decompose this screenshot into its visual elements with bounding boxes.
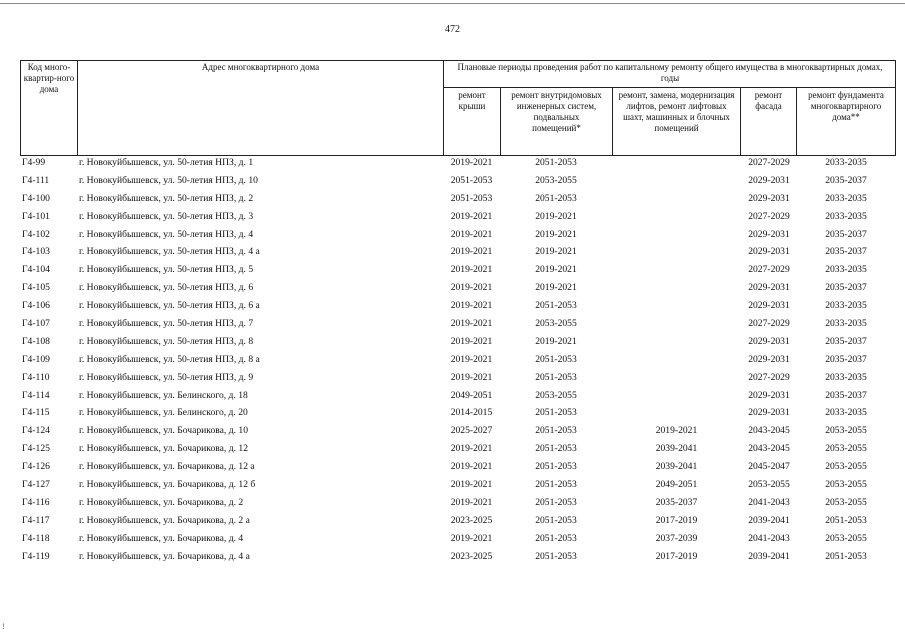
row-code: Г4-116 <box>22 496 50 508</box>
row-address: г. Новокуйбышевск, ул. Бочарикова, д. 4 а <box>79 550 250 562</box>
row-address: г. Новокуйбышевск, ул. Бочарикова, д. 12 б <box>79 479 256 491</box>
row-facade-period: 2041-2043 <box>748 532 790 544</box>
row-lifts-period: 2039-2041 <box>655 443 698 455</box>
row-systems-period: 2051-2053 <box>535 443 577 455</box>
header-address: Адрес многоквартирного дома <box>201 62 320 72</box>
table-row <box>0 424 905 442</box>
row-foundation-period: 2053-2055 <box>825 461 867 473</box>
header-top-border <box>20 60 896 61</box>
row-lifts-period: 2017-2019 <box>655 550 698 562</box>
row-foundation-period: 2053-2055 <box>825 496 867 508</box>
table-row <box>0 478 905 496</box>
row-foundation-period: 2033-2035 <box>825 264 867 276</box>
row-roof-period: 2049-2051 <box>450 389 493 401</box>
table-row <box>0 460 905 478</box>
row-lifts-period: 2039-2041 <box>655 461 698 473</box>
row-facade-period: 2029-2031 <box>748 246 790 258</box>
row-address: г. Новокуйбышевск, ул. 50-летия НПЗ, д. 6 а <box>79 300 260 312</box>
row-address: г. Новокуйбышевск, ул. 50-летия НПЗ, д. 7 <box>79 318 254 330</box>
row-code: Г4-115 <box>22 407 50 419</box>
row-systems-period: 2051-2053 <box>535 514 577 526</box>
table-row <box>0 335 905 353</box>
header-periods: Плановые периоды проведения работ по капитальному ремонту общего имущества в многоквартирных домах, годы <box>457 62 883 83</box>
row-foundation-period: 2033-2035 <box>825 371 867 383</box>
table-row <box>0 245 905 263</box>
row-facade-period: 2029-2031 <box>748 353 790 365</box>
row-address: г. Новокуйбышевск, ул. Бочарикова, д. 2 <box>79 496 244 508</box>
row-roof-period: 2019-2021 <box>450 371 493 383</box>
row-lifts-period: 2017-2019 <box>655 514 698 526</box>
row-roof-period: 2019-2021 <box>450 443 493 455</box>
row-foundation-period: 2053-2055 <box>825 443 867 455</box>
row-foundation-period: 2033-2035 <box>825 318 867 330</box>
row-facade-period: 2039-2041 <box>748 514 790 526</box>
row-foundation-period: 2035-2037 <box>825 335 867 347</box>
row-address: г. Новокуйбышевск, ул. 50-летия НПЗ, д. 4 а <box>79 246 260 258</box>
row-code: Г4-126 <box>22 461 50 473</box>
table-row <box>0 389 905 407</box>
row-foundation-period: 2035-2037 <box>825 353 867 365</box>
row-foundation-period: 2035-2037 <box>825 389 867 401</box>
row-address: г. Новокуйбышевск, ул. 50-летия НПЗ, д. 3 <box>79 210 254 222</box>
row-address: г. Новокуйбышевск, ул. 50-летия НПЗ, д. 4 <box>79 228 254 240</box>
table-row <box>0 514 905 532</box>
row-roof-period: 2019-2021 <box>450 532 493 544</box>
table-row <box>0 550 905 568</box>
row-facade-period: 2029-2031 <box>748 407 790 419</box>
row-facade-period: 2027-2029 <box>748 371 790 383</box>
row-code: Г4-109 <box>22 353 50 365</box>
top-rule <box>0 3 905 4</box>
row-code: Г4-104 <box>22 264 50 276</box>
row-code: Г4-107 <box>22 318 50 330</box>
table-row <box>0 192 905 210</box>
row-code: Г4-108 <box>22 335 50 347</box>
row-code: Г4-102 <box>22 228 50 240</box>
row-facade-period: 2041-2043 <box>748 496 790 508</box>
row-code: Г4-103 <box>22 246 50 258</box>
row-facade-period: 2029-2031 <box>748 282 790 294</box>
row-systems-period: 2051-2053 <box>535 425 577 437</box>
row-facade-period: 2045-2047 <box>748 461 790 473</box>
row-lifts-period: 2037-2039 <box>655 532 698 544</box>
row-facade-period: 2039-2041 <box>748 550 790 562</box>
row-address: г. Новокуйбышевск, ул. 50-летия НПЗ, д. 2 <box>79 192 254 204</box>
row-code: Г4-125 <box>22 443 50 455</box>
row-facade-period: 2029-2031 <box>748 300 790 312</box>
table-row <box>0 371 905 389</box>
table-row <box>0 317 905 335</box>
row-foundation-period: 2051-2053 <box>825 514 867 526</box>
row-foundation-period: 2051-2053 <box>825 550 867 562</box>
row-address: г. Новокуйбышевск, ул. 50-летия НПЗ, д. 8 <box>79 335 254 347</box>
row-foundation-period: 2053-2055 <box>825 479 867 491</box>
table-row <box>0 442 905 460</box>
header-group-divider <box>443 87 896 88</box>
row-roof-period: 2019-2021 <box>450 353 493 365</box>
row-code: Г4-119 <box>22 550 50 562</box>
row-roof-period: 2051-2053 <box>450 192 493 204</box>
row-address: г. Новокуйбышевск, ул. 50-летия НПЗ, д. 5 <box>79 264 254 276</box>
row-lifts-period: 2049-2051 <box>655 479 698 491</box>
row-foundation-period: 2035-2037 <box>825 282 867 294</box>
header-facade: ремонт фасада <box>754 90 783 111</box>
table-row <box>0 353 905 371</box>
row-roof-period: 2051-2053 <box>450 174 493 186</box>
row-roof-period: 2019-2021 <box>450 282 493 294</box>
row-systems-period: 2051-2053 <box>535 461 577 473</box>
row-facade-period: 2027-2029 <box>748 318 790 330</box>
row-roof-period: 2019-2021 <box>450 335 493 347</box>
table-row <box>0 263 905 281</box>
header-divider-code <box>77 60 78 156</box>
row-systems-period: 2019-2021 <box>535 282 577 294</box>
row-address: г. Новокуйбышевск, ул. Белинского, д. 20 <box>79 407 248 419</box>
row-systems-period: 2019-2021 <box>535 246 577 258</box>
row-foundation-period: 2053-2055 <box>825 532 867 544</box>
row-facade-period: 2053-2055 <box>748 479 790 491</box>
table-row <box>0 299 905 317</box>
row-systems-period: 2051-2053 <box>535 371 577 383</box>
table-row <box>0 156 905 174</box>
row-code: Г4-124 <box>22 425 50 437</box>
row-facade-period: 2027-2029 <box>748 264 790 276</box>
header-systems: ремонт внутридомовых инженерных систем, подвальных помещений* <box>511 90 602 133</box>
row-facade-period: 2029-2031 <box>748 389 790 401</box>
header-code: Код много-квартир-ного дома <box>23 62 75 94</box>
row-address: г. Новокуйбышевск, ул. Бочарикова, д. 4 <box>79 532 244 544</box>
table-row <box>0 228 905 246</box>
row-code: Г4-110 <box>22 371 50 383</box>
row-code: Г4-100 <box>22 192 50 204</box>
row-foundation-period: 2033-2035 <box>825 300 867 312</box>
row-roof-period: 2019-2021 <box>450 479 493 491</box>
row-address: г. Новокуйбышевск, ул. Бочарикова, д. 10 <box>79 425 248 437</box>
row-code: Г4-101 <box>22 210 50 222</box>
row-systems-period: 2051-2053 <box>535 192 577 204</box>
row-roof-period: 2023-2025 <box>450 550 493 562</box>
table-row <box>0 281 905 299</box>
row-roof-period: 2019-2021 <box>450 157 493 168</box>
row-facade-period: 2027-2029 <box>748 210 790 222</box>
table-row <box>0 210 905 228</box>
row-systems-period: 2053-2055 <box>535 318 577 330</box>
row-foundation-period: 2033-2035 <box>825 407 867 419</box>
row-systems-period: 2051-2053 <box>535 496 577 508</box>
table-row <box>0 406 905 424</box>
row-systems-period: 2051-2053 <box>535 300 577 312</box>
header-roof: ремонт крыши <box>458 90 486 111</box>
row-foundation-period: 2033-2035 <box>825 210 867 222</box>
row-roof-period: 2019-2021 <box>450 318 493 330</box>
row-foundation-period: 2033-2035 <box>825 157 867 168</box>
row-address: г. Новокуйбышевск, ул. Бочарикова, д. 2 а <box>79 514 250 526</box>
row-systems-period: 2051-2053 <box>535 532 577 544</box>
table-row <box>0 532 905 550</box>
row-address: г. Новокуйбышевск, ул. 50-летия НПЗ, д. 1 <box>79 157 254 168</box>
row-address: г. Новокуйбышевск, ул. Бочарикова, д. 12 а <box>79 461 255 473</box>
row-roof-period: 2019-2021 <box>450 461 493 473</box>
row-foundation-period: 2033-2035 <box>825 192 867 204</box>
row-address: г. Новокуйбышевск, ул. 50-летия НПЗ, д. 9 <box>79 371 254 383</box>
row-code: Г4-127 <box>22 479 50 491</box>
table-row <box>0 496 905 514</box>
row-code: Г4-118 <box>22 532 50 544</box>
row-address: г. Новокуйбышевск, ул. 50-летия НПЗ, д. 6 <box>79 282 254 294</box>
row-systems-period: 2051-2053 <box>535 550 577 562</box>
row-facade-period: 2043-2045 <box>748 443 790 455</box>
row-systems-period: 2019-2021 <box>535 264 577 276</box>
row-lifts-period: 2019-2021 <box>655 425 698 437</box>
row-code: Г4-105 <box>22 282 50 294</box>
row-address: г. Новокуйбышевск, ул. 50-летия НПЗ, д. 8 а <box>79 353 260 365</box>
row-roof-period: 2025-2027 <box>450 425 493 437</box>
row-roof-period: 2014-2015 <box>450 407 493 419</box>
row-address: г. Новокуйбышевск, ул. 50-летия НПЗ, д. 10 <box>79 174 258 186</box>
page-number: 472 <box>445 24 460 35</box>
row-systems-period: 2051-2053 <box>535 407 577 419</box>
row-systems-period: 2053-2055 <box>535 389 577 401</box>
header-lifts: ремонт, замена, модернизация лифтов, ремонт лифтовых шахт, машинных и блочных помещений <box>618 90 735 133</box>
row-roof-period: 2023-2025 <box>450 514 493 526</box>
row-address: г. Новокуйбышевск, ул. Белинского, д. 18 <box>79 389 248 401</box>
row-systems-period: 2051-2053 <box>535 157 577 168</box>
row-systems-period: 2051-2053 <box>535 479 577 491</box>
row-foundation-period: 2053-2055 <box>825 425 867 437</box>
row-systems-period: 2019-2021 <box>535 335 577 347</box>
row-code: Г4-114 <box>22 389 50 401</box>
margin-mark: ! <box>2 622 5 631</box>
row-foundation-period: 2035-2037 <box>825 174 867 186</box>
row-code: Г4-99 <box>22 157 46 168</box>
header-border-right <box>895 60 896 156</box>
table-row <box>0 174 905 192</box>
row-facade-period: 2029-2031 <box>748 335 790 347</box>
row-roof-period: 2019-2021 <box>450 246 493 258</box>
row-roof-period: 2019-2021 <box>450 228 493 240</box>
row-systems-period: 2053-2055 <box>535 174 577 186</box>
row-systems-period: 2051-2053 <box>535 353 577 365</box>
row-code: Г4-106 <box>22 300 50 312</box>
row-roof-period: 2019-2021 <box>450 496 493 508</box>
table-body <box>0 156 905 567</box>
row-facade-period: 2027-2029 <box>748 157 790 168</box>
row-systems-period: 2019-2021 <box>535 228 577 240</box>
row-facade-period: 2029-2031 <box>748 228 790 240</box>
row-roof-period: 2019-2021 <box>450 300 493 312</box>
row-facade-period: 2029-2031 <box>748 174 790 186</box>
row-foundation-period: 2035-2037 <box>825 228 867 240</box>
row-code: Г4-117 <box>22 514 50 526</box>
row-facade-period: 2043-2045 <box>748 425 790 437</box>
row-roof-period: 2019-2021 <box>450 210 493 222</box>
row-foundation-period: 2035-2037 <box>825 246 867 258</box>
row-code: Г4-111 <box>22 174 50 186</box>
row-systems-period: 2019-2021 <box>535 210 577 222</box>
row-lifts-period: 2035-2037 <box>655 496 698 508</box>
row-facade-period: 2029-2031 <box>748 192 790 204</box>
row-roof-period: 2019-2021 <box>450 264 493 276</box>
row-address: г. Новокуйбышевск, ул. Бочарикова, д. 12 <box>79 443 248 455</box>
header-foundation: ремонт фундамента многоквартирного дома** <box>808 90 884 122</box>
